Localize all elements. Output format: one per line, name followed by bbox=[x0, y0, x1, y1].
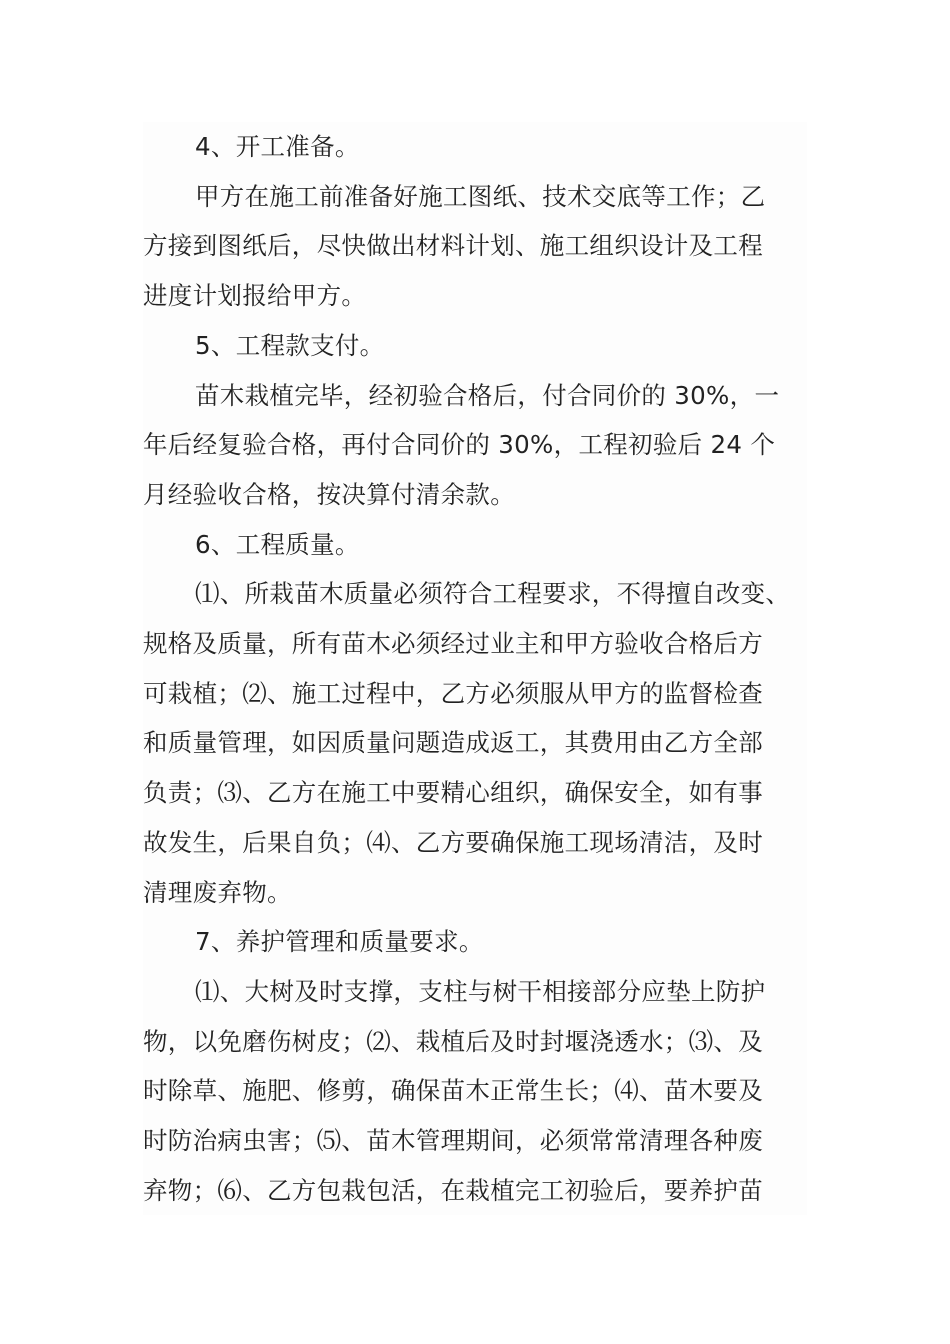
paragraph-line: 清理废弃物。 bbox=[143, 877, 292, 907]
paragraph-line: 弃物；⑹、乙方包栽包活，在栽植完工初验后，要养护苗 bbox=[143, 1175, 763, 1205]
paragraph-line: 方接到图纸后，尽快做出材料计划、施工组织设计及工程 bbox=[143, 231, 763, 261]
paragraph-line: 物，以免磨伤树皮；⑵、栽植后及时封堰浇透水；⑶、及 bbox=[143, 1026, 763, 1056]
paragraph-line: 进度计划报给甲方。 bbox=[143, 281, 367, 311]
section-heading-6: 6、工程质量。 bbox=[195, 529, 360, 559]
section-heading-4: 4、开工准备。 bbox=[195, 132, 360, 161]
paragraph-line: 时除草、施肥、修剪，确保苗木正常生长；⑷、苗木要及 bbox=[143, 1076, 763, 1106]
document-body bbox=[143, 122, 807, 1215]
paragraph-line: ⑴、所栽苗木质量必须符合工程要求，不得擅自改变、 bbox=[195, 579, 791, 609]
paragraph-line: 年后经复验合格，再付合同价的 30%，工程初验后 24 个 bbox=[143, 430, 776, 460]
paragraph-line: 甲方在施工前准备好施工图纸、技术交底等工作；乙 bbox=[195, 181, 766, 211]
section-heading-7: 7、养护管理和质量要求。 bbox=[195, 927, 484, 957]
section-heading-5: 5、工程款支付。 bbox=[195, 330, 385, 360]
paragraph-line: 故发生，后果自负；⑷、乙方要确保施工现场清洁，及时 bbox=[143, 827, 763, 857]
paragraph-line: 时防治病虫害；⑸、苗木管理期间，必须常常清理各种废 bbox=[143, 1126, 763, 1156]
paragraph-line: 负责；⑶、乙方在施工中要精心组织，确保安全，如有事 bbox=[143, 778, 763, 808]
paragraph-line: 可栽植；⑵、施工过程中，乙方必须服从甲方的监督检查 bbox=[143, 678, 763, 708]
paragraph-line: 苗木栽植完毕，经初验合格后，付合同价的 30%，一 bbox=[195, 380, 780, 410]
paragraph-line: 月经验收合格，按决算付清余款。 bbox=[143, 479, 515, 509]
paragraph-line: ⑴、大树及时支撑，支柱与树干相接部分应垫上防护 bbox=[195, 976, 766, 1006]
paragraph-line: 和质量管理，如因质量问题造成返工，其费用由乙方全部 bbox=[143, 728, 763, 758]
paragraph-line: 规格及质量，所有苗木必须经过业主和甲方验收合格后方 bbox=[143, 629, 763, 659]
